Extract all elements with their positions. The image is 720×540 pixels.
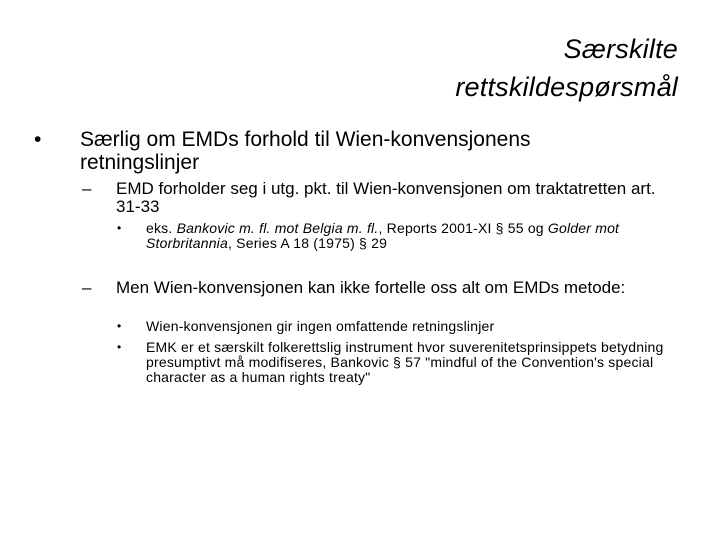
- bullet-marker: •: [117, 340, 122, 354]
- point-ingen-retningslinjer: Wien-konvensjonen gir ingen omfattende retningslinjer: [146, 318, 495, 334]
- sub-bullet-emd-forholder: EMD forholder seg i utg. pkt. til Wien-konvensjonen om traktatretten art. 31-33: [116, 179, 656, 216]
- bullet-marker: •: [117, 221, 122, 235]
- dash-marker: –: [82, 278, 92, 297]
- case-bankovic: Bankovic m. fl. mot Belgia m. fl.: [176, 220, 379, 236]
- bullet-marker: •: [34, 128, 42, 151]
- dash-marker: –: [82, 179, 92, 198]
- sub-bullet-wien-metode: Men Wien-konvensjonen kan ikke fortelle oss alt om EMDs metode:: [116, 278, 626, 297]
- case-golder: Golder mot Storbritannia: [146, 220, 620, 251]
- slide-title-line-1: Særskilte: [563, 34, 678, 64]
- bullet-marker: •: [117, 319, 122, 333]
- point-case-references: [146, 221, 686, 251]
- bullet-emd-wien: Særlig om EMDs forhold til Wien-konvensjonens retningslinjer: [80, 128, 531, 174]
- text-reports: , Reports 2001-XI § 55 og: [378, 220, 548, 236]
- slide-title-line-2: rettskildespørsmål: [455, 72, 678, 102]
- text-series: , Series A 18 (1975) § 29: [227, 235, 388, 251]
- point-emk-saerskilt: EMK er et særskilt folkerettslig instrument hvor suverenitetsprinsippets betydning presumptivt må modifiseres, Bankovic § 57 "mindful of the Convention's special character as a human rights treaty": [146, 339, 664, 385]
- text-eks: eks.: [146, 220, 177, 236]
